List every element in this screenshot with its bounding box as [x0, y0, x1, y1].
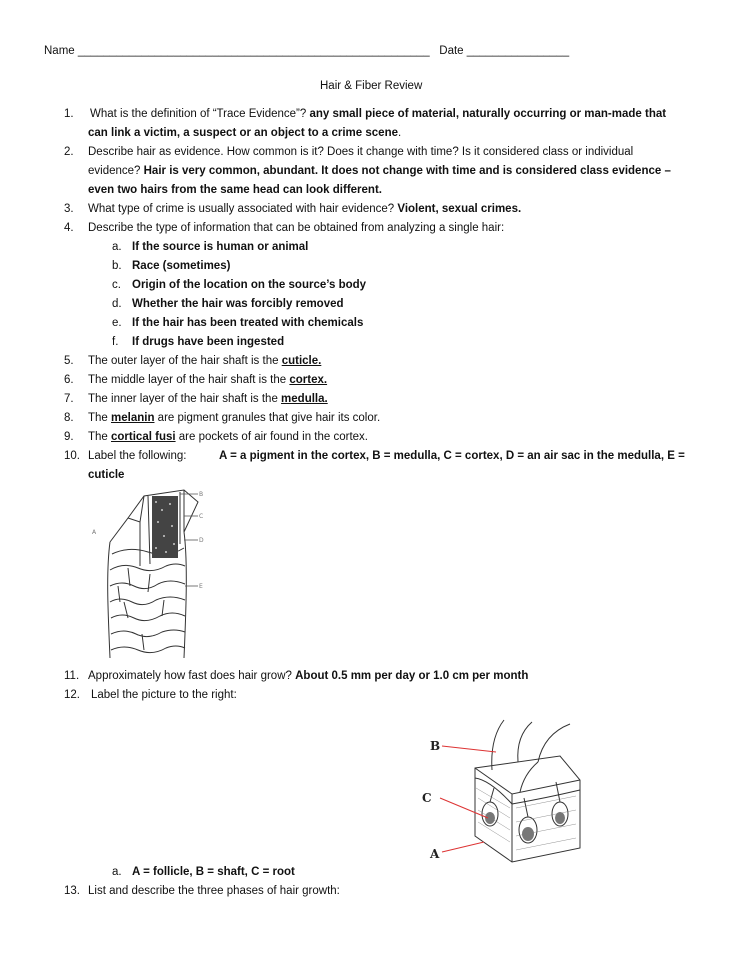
q1-answer-a: any small piece of material, naturally occurring or man-made that: [309, 108, 667, 120]
q11-answer: About 0.5 mm per day or 1.0 cm per month: [295, 670, 529, 682]
q7-text: The inner layer of the hair shaft is the: [88, 393, 282, 405]
q9-text-b: are pockets of air found in the cortex.: [175, 431, 368, 443]
date-label: Date: [439, 45, 464, 57]
q6-text: The middle layer of the hair shaft is the: [88, 374, 290, 386]
q2-text-b: evidence?: [88, 165, 144, 177]
q1-tail: .: [397, 127, 402, 139]
name-label: Name: [44, 45, 75, 57]
q5-number: 5.: [64, 355, 74, 367]
q4a-text: If the source is human or animal: [132, 241, 309, 253]
q9-text: The: [88, 431, 112, 443]
hair-shaft-figure: [88, 482, 218, 660]
q8-text: The: [88, 412, 112, 424]
q6-answer: cortex.: [289, 374, 328, 386]
q11-text: Approximately how fast does hair grow?: [88, 670, 296, 682]
q2-line3: [88, 184, 382, 196]
q12a-answer: A = follicle, B = shaft, C = root: [132, 866, 295, 878]
q8-line: [88, 412, 380, 424]
q5-line: [88, 355, 321, 367]
q13-text: List and describe the three phases of hair growth:: [88, 885, 340, 897]
q1-line2: [88, 127, 401, 139]
skin-cross-section-figure: [420, 718, 590, 868]
q4-number: 4.: [64, 222, 74, 234]
q2-line2: [88, 165, 671, 177]
q4c-letter: c.: [112, 279, 121, 291]
q8-answer: melanin: [111, 412, 155, 424]
q4a-letter: a.: [112, 241, 122, 253]
svg-text:C: C: [199, 513, 204, 520]
q9-answer: cortical fusi: [111, 431, 176, 443]
q10-text: Label the following:: [88, 450, 187, 462]
svg-text:E: E: [199, 583, 203, 590]
q8-text-b: are pigment granules that give hair its color.: [154, 412, 381, 424]
q11-line: [88, 670, 528, 682]
q2-number: 2.: [64, 146, 74, 158]
q7-answer: medulla.: [281, 393, 328, 405]
q5-answer: cuticle.: [281, 355, 322, 367]
q1-answer-b: can link a victim, a suspect or an object to a crime scene: [88, 127, 398, 139]
q5-text: The outer layer of the hair shaft is the: [88, 355, 282, 367]
q4c-text: Origin of the location on the source’s body: [132, 279, 367, 291]
q3-number: 3.: [64, 203, 74, 215]
name-line: [44, 45, 569, 57]
name-blank[interactable]: _______________________________________________________: [77, 45, 430, 57]
q3-answer: Violent, sexual crimes.: [397, 203, 522, 215]
q12a-letter: a.: [112, 866, 122, 878]
q11-number: 11.: [64, 670, 80, 682]
q9-number: 9.: [64, 431, 74, 443]
q6-line: [88, 374, 327, 386]
q13-number: 13.: [64, 885, 80, 897]
q2-line1: Describe hair as evidence. How common is it? Does it change with time? Is it considered class or individual: [88, 146, 634, 158]
page-title: Hair & Fiber Review: [320, 80, 423, 92]
q4-line: Describe the type of information that can be obtained from analyzing a single hair:: [88, 222, 505, 234]
q10-answer-b: cuticle: [88, 469, 125, 481]
q10-answer-a: A = a pigment in the cortex, B = medulla, C = cortex, D = an air sac in the medulla, E =: [219, 450, 685, 462]
svg-text:D: D: [199, 537, 204, 544]
svg-text:A: A: [92, 529, 97, 536]
skin-label-a: A: [430, 847, 440, 861]
q2-answer-c: even two hairs from the same head can look different.: [88, 184, 382, 196]
q1-text: What is the definition of “Trace Evidence”?: [90, 108, 310, 120]
q4e-text: If the hair has been treated with chemicals: [132, 317, 364, 329]
q1-line1: [90, 108, 666, 120]
q8-number: 8.: [64, 412, 74, 424]
q2-answer-b: Hair is very common, abundant. It does not change with time and is considered class evidence –: [143, 165, 671, 177]
q1-number: 1.: [64, 108, 74, 120]
q12-number: 12.: [64, 689, 80, 701]
q4e-letter: e.: [112, 317, 122, 329]
skin-label-c: C: [422, 791, 432, 805]
q9-line: [88, 431, 368, 443]
q12-text: Label the picture to the right:: [91, 689, 237, 701]
date-blank[interactable]: ________________: [466, 45, 570, 57]
q3-text: What type of crime is usually associated with hair evidence?: [88, 203, 398, 215]
q4f-letter: f.: [112, 336, 119, 348]
q4f-text: If drugs have been ingested: [132, 336, 285, 348]
q4d-letter: d.: [112, 298, 122, 310]
q4b-letter: b.: [112, 260, 122, 272]
q7-line: [88, 393, 328, 405]
skin-label-b: B: [430, 739, 441, 753]
q4b-text: Race (sometimes): [132, 260, 231, 272]
q10-number: 10.: [64, 450, 80, 462]
q4d-text: Whether the hair was forcibly removed: [132, 298, 344, 310]
q6-number: 6.: [64, 374, 74, 386]
q3-line: [88, 203, 521, 215]
q7-number: 7.: [64, 393, 74, 405]
svg-text:B: B: [199, 491, 204, 498]
